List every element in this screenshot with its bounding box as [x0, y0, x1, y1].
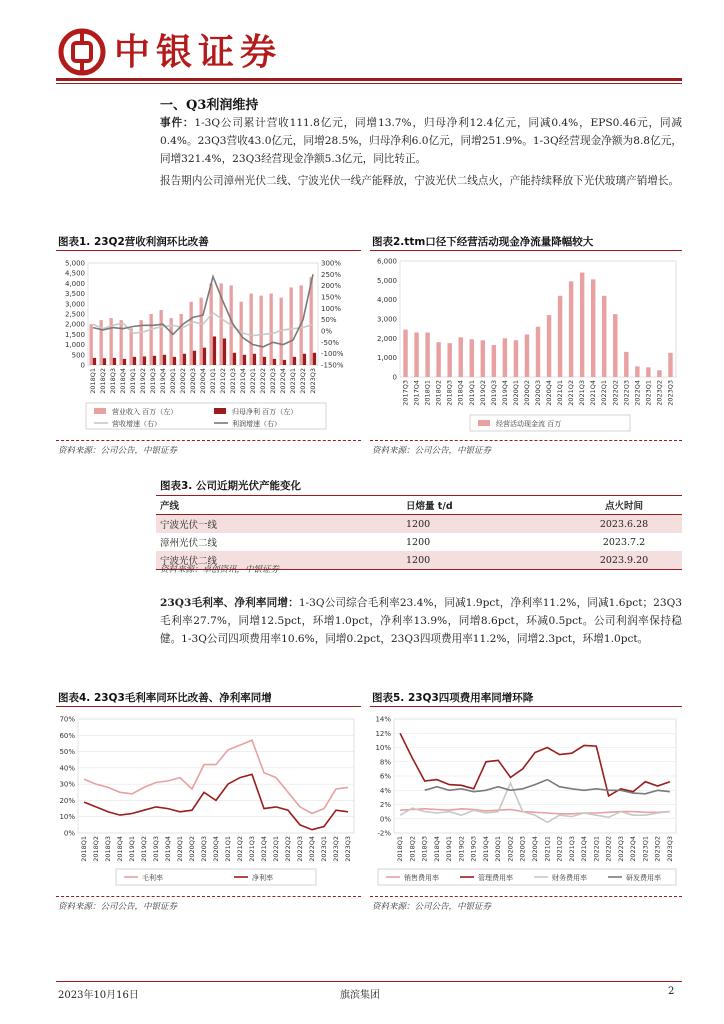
fig2-source-rule: [370, 440, 682, 441]
y-tick-label: 0%: [63, 829, 75, 838]
x-tick-label: 2021Q4: [589, 380, 598, 406]
paragraph-capacity: 报告期内公司漳州光伏二线、宁波光伏一线产能释放，宁波光伏二线点火，产能持续释放下光伏玻璃产销增长。: [160, 175, 680, 187]
cashflow-bar: [459, 337, 463, 377]
cashflow-bar: [514, 340, 518, 377]
net-profit-bar: [173, 357, 176, 365]
fig3-source: 资料来源：卓创资讯，中银证券: [160, 565, 280, 575]
table-row: [156, 533, 682, 551]
x-tick-label: 2022Q1: [249, 368, 257, 394]
net-profit-bar: [263, 357, 266, 365]
net-profit-bar: [203, 348, 206, 365]
y-tick-label: 60%: [59, 731, 75, 740]
net-profit-bar: [313, 353, 316, 365]
x-tick-label: 2019Q1: [128, 836, 136, 862]
cashflow-bar: [425, 333, 429, 377]
x-tick-label: 2022Q1: [272, 836, 280, 862]
paragraph-margin-label: 23Q3毛利率、净利率同增：: [160, 597, 299, 609]
x-tick-label: 2023Q2: [655, 380, 664, 406]
x-tick-label: 2022Q3: [616, 836, 625, 862]
x-tick-label: 2020Q1: [176, 836, 184, 862]
fig5-rule: [370, 706, 682, 707]
legend-swatch: [94, 408, 106, 414]
x-tick-label: 2023Q1: [641, 836, 650, 862]
y-tick-label: 8%: [379, 758, 391, 767]
y-tick-label: 30%: [59, 780, 75, 789]
x-tick-label: 2019Q1: [467, 380, 476, 406]
x-tick-label: 2023Q2: [653, 836, 662, 862]
y-tick-label: 10%: [375, 744, 391, 752]
fig5-source-rule: [370, 896, 682, 897]
x-tick-label: 2018Q4: [116, 836, 124, 862]
cashflow-bar: [635, 366, 639, 377]
cashflow-bar: [668, 353, 672, 377]
y-tick-label: 2%: [379, 801, 391, 809]
x-tick-label: 2021Q3: [248, 836, 256, 862]
paragraph-event: [160, 114, 682, 168]
y-tick-label: -2%: [377, 829, 391, 838]
cashflow-bar: [613, 314, 617, 377]
footer-page-number: 2: [668, 986, 675, 997]
x-tick-label: 2018Q2: [434, 380, 443, 406]
y-tick-label: 6,000: [376, 257, 397, 266]
net-profit-bar: [293, 357, 296, 365]
x-tick-label: 2020Q3: [189, 368, 197, 394]
gross-margin-line: [84, 740, 348, 813]
revenue-bar: [290, 287, 293, 365]
fig4-source: 资料来源：公司公告，中银证券: [58, 902, 178, 912]
net-profit-bar: [283, 360, 286, 365]
header-rule-thin: [56, 83, 682, 84]
x-tick-label: 2021Q2: [236, 836, 244, 862]
cashflow-bar: [657, 370, 661, 377]
net-margin-line: [84, 774, 348, 829]
net-profit-bar: [133, 357, 136, 365]
net-profit-bar: [103, 358, 106, 365]
x-tick-label: 2019Q4: [500, 380, 509, 406]
fig1-rule: [56, 250, 361, 251]
x-tick-label: 2020Q3: [200, 836, 208, 862]
fig4-chart: [56, 709, 362, 889]
x-tick-label: 2019Q2: [140, 836, 148, 862]
y-tick-label: 5,000: [376, 276, 397, 285]
cashflow-bar: [492, 345, 496, 377]
x-tick-label: 2021Q3: [578, 380, 587, 406]
legend-label: 营收增速（右）: [112, 420, 161, 428]
revenue-bar: [140, 320, 143, 365]
x-tick-label: 2023Q2: [299, 368, 307, 394]
net-profit-bar: [213, 336, 216, 365]
x-tick-label: 2019Q1: [129, 368, 137, 394]
legend-label: 净利率: [252, 874, 273, 882]
cashflow-bar: [403, 330, 407, 377]
paragraph-event-label: 事件：: [160, 117, 195, 129]
legend-label: 利润增速（右）: [232, 420, 281, 428]
x-tick-label: 2022Q4: [633, 380, 642, 406]
legend-label: 销售费用率: [404, 874, 439, 882]
cashflow-bar: [481, 340, 485, 377]
x-tick-label: 2023Q3: [344, 836, 352, 862]
legend-label: 经营活动现金流 百万: [496, 420, 562, 428]
x-tick-label: 2020Q3: [518, 836, 527, 862]
revenue-bar: [250, 294, 253, 365]
fig3-title: 图表3. 公司近期光伏产能变化: [160, 480, 301, 492]
cashflow-bar: [580, 273, 584, 377]
paragraph-margin-body: 1-3Q公司综合毛利率23.4%，同减1.9pct，净利率11.2%，同减1.6pct；23Q3毛利率27.7%，同增12.5pct，环增1.0pct，净利率13.9%，同增8.6pct，环减0.5pct。公司利润率保持稳健。1-3Q公司四项费用率10.6%，同增0.2pct，23Q3四项费用率11.2%，同增2.3pct，环增1.0pct。: [160, 597, 682, 645]
x-tick-label: 2023Q1: [289, 368, 297, 394]
x-tick-label: 2019Q3: [469, 836, 478, 862]
cell-capacity: 1200: [406, 536, 431, 548]
cell-capacity: 1200: [366, 515, 566, 534]
paragraph-margin: [160, 594, 682, 648]
net-profit-bar: [163, 355, 166, 365]
x-tick-label: 2018Q3: [420, 836, 429, 862]
revenue-bar: [90, 324, 93, 365]
x-tick-label: 2022Q2: [284, 836, 292, 862]
fig2-title: 图表2.ttm口径下经营活动现金净流量降幅较大: [372, 236, 594, 248]
y2-tick-label: -150%: [321, 361, 344, 370]
legend-label: 毛利率: [142, 874, 163, 882]
x-tick-label: 2021Q4: [260, 836, 268, 862]
y-tick-label: 4,500: [64, 269, 85, 278]
x-tick-label: 2020Q4: [199, 368, 207, 394]
net-profit-bar: [183, 354, 186, 365]
x-tick-label: 2021Q1: [209, 368, 217, 394]
finance-expense-line: [400, 783, 670, 822]
x-tick-label: 2022Q3: [622, 380, 631, 406]
y-tick-label: 1,500: [64, 330, 85, 339]
x-tick-label: 2019Q1: [445, 836, 454, 862]
y-tick-label: 0: [392, 373, 397, 382]
x-tick-label: 2018Q3: [104, 836, 112, 862]
x-tick-label: 2018Q4: [119, 368, 127, 394]
legend-swatch: [478, 420, 490, 426]
plot-frame: [78, 719, 354, 833]
x-tick-label: 2019Q4: [481, 836, 490, 862]
x-tick-label: 2021Q3: [229, 368, 237, 394]
x-tick-label: 2022Q4: [308, 836, 316, 862]
fig2-source: 资料来源：公司公告，中银证券: [372, 446, 492, 456]
x-tick-label: 2022Q2: [259, 368, 267, 394]
x-tick-label: 2022Q3: [296, 836, 304, 862]
x-tick-label: 2021Q1: [224, 836, 232, 862]
x-tick-label: 2017Q3: [401, 380, 410, 406]
x-tick-label: 2018Q4: [432, 836, 441, 862]
x-tick-label: 2023Q3: [666, 380, 675, 406]
x-tick-label: 2018Q3: [445, 380, 454, 406]
x-tick-label: 2019Q4: [164, 836, 172, 862]
x-tick-label: 2021Q4: [239, 368, 247, 394]
net-profit-bar: [93, 358, 96, 365]
cell-line: 宁波光伏二线: [156, 551, 366, 570]
x-tick-label: 2019Q4: [159, 368, 167, 394]
capacity-table: [156, 495, 682, 570]
y2-tick-label: 150%: [321, 293, 342, 302]
net-profit-bar: [113, 358, 116, 365]
cashflow-bar: [536, 327, 540, 377]
cell-line: 漳州光伏二线: [160, 538, 218, 549]
x-tick-label: 2019Q2: [478, 380, 487, 406]
y-tick-label: 0%: [379, 815, 391, 824]
net-profit-bar: [193, 351, 196, 365]
section-title: 一、Q3利润维持: [160, 98, 259, 113]
net-profit-bar: [243, 355, 246, 365]
capacity-table-header: [156, 496, 682, 515]
cashflow-bar: [414, 333, 418, 377]
x-tick-label: 2022Q1: [592, 836, 601, 862]
y-tick-label: 3,000: [376, 315, 397, 324]
y-tick-label: 4,000: [376, 296, 397, 305]
fig4-title: 图表4. 23Q3毛利率同环比改善、净利率同增: [58, 692, 272, 704]
y-tick-label: 10%: [59, 813, 75, 822]
y2-tick-label: 50%: [321, 316, 337, 325]
y2-tick-label: 100%: [321, 304, 342, 313]
x-tick-label: 2020Q3: [534, 380, 542, 406]
fig1-source-rule: [56, 440, 361, 441]
cashflow-bar: [624, 352, 628, 377]
cell-ignition: 2023.9.20: [566, 551, 682, 570]
y2-tick-label: 300%: [321, 259, 342, 268]
x-tick-label: 2020Q1: [511, 380, 520, 406]
net-profit-bar: [233, 353, 236, 365]
y-tick-label: 4,000: [64, 279, 85, 288]
x-tick-label: 2022Q3: [269, 368, 277, 394]
admin-expense-line: [400, 733, 670, 796]
legend-label: 归母净利 百万（左）: [232, 408, 298, 416]
y-tick-label: 12%: [375, 729, 391, 738]
x-tick-label: 2022Q4: [279, 368, 287, 394]
revenue-bar: [270, 294, 273, 365]
x-tick-label: 2022Q2: [604, 836, 613, 862]
y-tick-label: 4%: [379, 786, 391, 795]
y-tick-label: 2,000: [376, 334, 397, 343]
legend-label: 财务费用率: [552, 874, 587, 882]
x-tick-label: 2022Q1: [600, 380, 609, 406]
paragraph-event-body: 1-3Q公司累计营收111.8亿元，同增13.7%，归母净利12.4亿元，同减0.4%，EPS0.46元，同减0.4%。23Q3营收43.0亿元，同增28.5%，归母净利6.0亿元，同增251.9%。1-3Q经营现金净额为8.8亿元，同增321.4%，23Q3经营现金净额5.3亿元，同比转正。: [160, 117, 682, 165]
x-tick-label: 2020Q2: [188, 836, 196, 862]
net-profit-bar: [143, 356, 146, 365]
y2-tick-label: 0%: [321, 327, 333, 336]
legend-label: 管理费用率: [478, 874, 513, 882]
fig5-chart: [370, 709, 682, 889]
net-profit-bar: [253, 354, 256, 365]
header-rule: [56, 78, 682, 81]
x-tick-label: 2018Q1: [423, 380, 432, 406]
cashflow-bar: [558, 296, 562, 377]
cashflow-bar: [447, 343, 451, 377]
fig4-rule: [56, 706, 361, 707]
revenue-bar: [260, 296, 263, 365]
x-tick-label: 2019Q3: [152, 836, 160, 862]
revenue-bar: [160, 310, 163, 365]
x-tick-label: 2021Q1: [543, 836, 552, 862]
revenue-bar: [200, 298, 203, 365]
x-tick-label: 2021Q2: [555, 836, 564, 862]
y-tick-label: 2,500: [64, 310, 85, 319]
cell-line: 宁波光伏一线: [156, 515, 366, 534]
y-tick-label: 500: [71, 351, 85, 360]
fig5-title: 图表5. 23Q3四项费用率同增环降: [372, 692, 534, 704]
legend-swatch: [214, 408, 226, 414]
x-tick-label: 2018Q3: [109, 368, 117, 394]
y-tick-label: 2,000: [64, 320, 85, 329]
y-tick-label: 5,000: [64, 259, 85, 268]
revenue-bar: [130, 328, 133, 365]
fig2-rule: [370, 250, 682, 251]
x-tick-label: 2021Q2: [567, 380, 576, 406]
y-tick-label: 14%: [375, 715, 391, 724]
x-tick-label: 2021Q1: [556, 380, 565, 406]
revenue-bar: [210, 283, 213, 365]
x-tick-label: 2020Q1: [169, 368, 177, 394]
fig2-chart: [370, 253, 682, 433]
x-tick-label: 2022Q4: [629, 836, 638, 862]
x-tick-label: 2020Q4: [545, 380, 554, 406]
bank-of-china-logo: [58, 28, 106, 76]
footer-rule: [56, 981, 682, 982]
brand-name: 中银证券: [114, 32, 283, 73]
footer-company: 旗滨集团: [340, 990, 380, 1001]
y-tick-label: 20%: [59, 796, 75, 805]
x-tick-label: 2018Q1: [396, 836, 405, 862]
y-tick-label: 6%: [379, 772, 391, 781]
x-tick-label: 2020Q2: [506, 836, 515, 862]
cell-ignition: 2023.7.2: [602, 536, 646, 548]
x-tick-label: 2017Q4: [412, 380, 421, 406]
cashflow-bar: [436, 342, 440, 377]
x-tick-label: 2020Q4: [212, 836, 220, 862]
x-tick-label: 2018Q2: [99, 368, 107, 394]
x-tick-label: 2018Q2: [408, 836, 417, 862]
y-tick-label: 0: [80, 361, 85, 370]
x-tick-label: 2019Q3: [149, 368, 157, 394]
y2-tick-label: 200%: [321, 282, 342, 291]
header-ignition: 点火时间: [566, 496, 682, 515]
x-tick-label: 2018Q1: [80, 836, 88, 862]
x-tick-label: 2021Q4: [580, 836, 589, 862]
net-profit-bar: [123, 359, 126, 365]
revenue-bar: [190, 302, 193, 365]
header-capacity: 日熔量 t/d: [366, 496, 566, 515]
y-tick-label: 1,000: [376, 354, 397, 363]
net-profit-bar: [273, 359, 276, 365]
x-tick-label: 2021Q2: [219, 368, 227, 394]
cashflow-bar: [646, 367, 650, 377]
net-profit-bar: [303, 354, 306, 365]
x-tick-label: 2023Q3: [309, 368, 317, 394]
x-tick-label: 2019Q3: [489, 380, 498, 406]
x-tick-label: 2020Q1: [494, 836, 503, 862]
y-tick-label: 70%: [59, 715, 75, 724]
x-tick-label: 2023Q1: [644, 380, 653, 406]
y-tick-label: 3,000: [64, 300, 85, 309]
legend-label: 研发费用率: [626, 874, 661, 882]
y2-tick-label: -100%: [321, 350, 344, 359]
fig4-source-rule: [56, 896, 361, 897]
x-tick-label: 2018Q1: [89, 368, 97, 394]
x-tick-label: 2018Q2: [92, 836, 100, 862]
net-profit-bar: [153, 356, 156, 365]
y2-tick-label: 250%: [321, 270, 342, 279]
y2-tick-label: -50%: [321, 338, 340, 347]
cell-capacity: 1200: [366, 551, 566, 570]
cashflow-bar: [547, 315, 551, 377]
y-tick-label: 40%: [59, 764, 75, 773]
x-tick-label: 2018Q4: [456, 380, 465, 406]
revenue-bar: [120, 320, 123, 365]
footer-date: 2023年10月16日: [58, 990, 139, 1001]
fig1-source: 资料来源：公司公告，中银证券: [58, 446, 178, 456]
x-tick-label: 2020Q2: [179, 368, 187, 394]
cell-ignition: 2023.6.28: [566, 515, 682, 534]
y-tick-label: 50%: [59, 748, 75, 757]
fig1-title: 图表1. 23Q2营收利润环比改善: [58, 236, 209, 248]
x-tick-label: 2020Q4: [531, 836, 539, 862]
cashflow-bar: [569, 281, 573, 377]
fig5-source: 资料来源：公司公告，中银证券: [372, 902, 492, 912]
cashflow-bar: [525, 334, 529, 377]
x-tick-label: 2022Q2: [611, 380, 620, 406]
x-tick-label: 2023Q3: [665, 836, 674, 862]
legend-label: 营业收入 百万（左）: [112, 408, 178, 416]
x-tick-label: 2023Q1: [320, 836, 328, 862]
fig1-chart: [56, 253, 362, 433]
x-tick-label: 2021Q3: [567, 836, 576, 862]
y-tick-label: 3,500: [64, 290, 85, 299]
x-tick-label: 2023Q2: [332, 836, 340, 862]
x-tick-label: 2019Q2: [457, 836, 466, 862]
header-line: 产线: [156, 496, 366, 515]
y-tick-label: 1,000: [64, 341, 85, 350]
revenue-bar: [150, 314, 153, 365]
cashflow-bar: [602, 296, 606, 377]
cashflow-bar: [470, 339, 474, 377]
table-row: [156, 515, 682, 534]
x-tick-label: 2020Q2: [522, 380, 531, 406]
net-profit-bar: [223, 338, 226, 365]
cashflow-bar: [591, 279, 595, 377]
x-tick-label: 2019Q2: [139, 368, 147, 394]
cashflow-bar: [503, 338, 507, 377]
revenue-bar: [180, 314, 183, 365]
